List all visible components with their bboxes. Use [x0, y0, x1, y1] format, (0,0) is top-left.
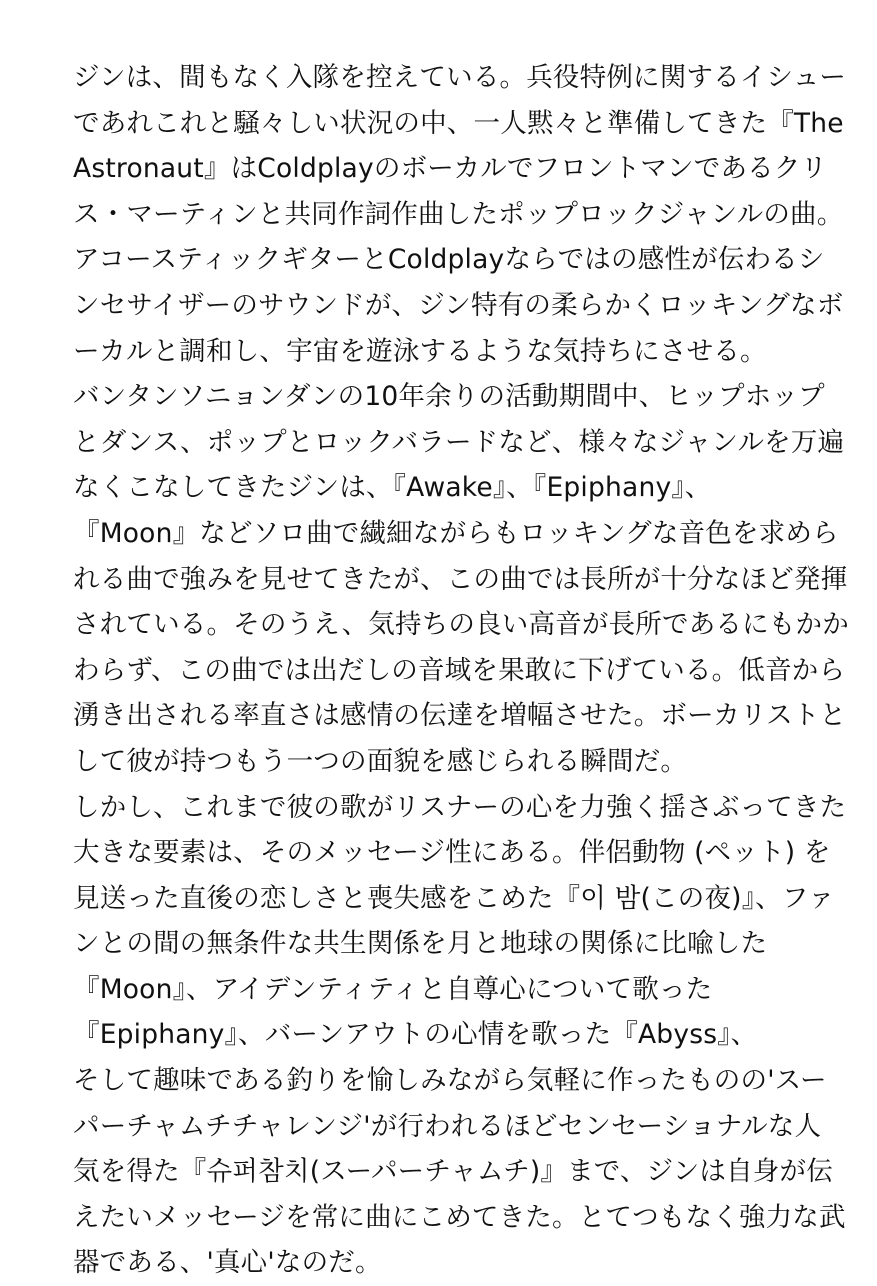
- text-line: バンタンソニョンダンの10年余りの活動期間中、ヒップホップ: [73, 381, 825, 413]
- text-line: なくこなしてきたジンは、『Awake』、『Epiphany』、: [73, 472, 712, 504]
- text-line: ーカルと調和し、宇宙を遊泳するような気持ちにさせる。: [73, 335, 767, 367]
- text-line: 見送った直後の恋しさと喪失感をこめた『이 밤(この夜)』、ファ: [73, 882, 835, 914]
- text-line: ジンは、間もなく入隊を控えている。兵役特例に関するイシュー: [73, 62, 847, 93]
- text-line: されている。そのうえ、気持ちの良い高音が長所であるにもかか: [73, 609, 849, 641]
- text-line: わらず、この曲では出だしの音域を果敢に下げている。低音から: [73, 654, 846, 686]
- text-line: 湧き出される率直さは感情の伝達を増幅させた。ボーカリストと: [73, 700, 847, 732]
- article-body: [73, 55, 849, 1286]
- text-line: アコースティックギターとColdplayならではの感性が伝わるシ: [73, 244, 825, 276]
- text-line: ス・マーティンと共同作詞作曲したポップロックジャンルの曲。: [73, 198, 844, 230]
- text-line: であれこれと騒々しい状況の中、一人黙々と準備してきた『The: [73, 107, 844, 139]
- text-line: れる曲で強みを見せてきたが、この曲では長所が十分なほど発揮: [73, 563, 848, 595]
- text-line: しかし、これまで彼の歌がリスナーの心を力強く揺さぶってきた: [73, 791, 847, 823]
- text-line: 『Epiphany』、バーンアウトの心情を歌った『Abyss』、: [73, 1019, 758, 1051]
- text-line: 気を得た『슈퍼참치(スーパーチャムチ)』まで、ジンは自身が伝: [73, 1156, 833, 1188]
- text-line: えたいメッセージを常に曲にこめてきた。とてつもなく強力な武: [73, 1201, 846, 1233]
- text-line: して彼が持つもう一つの面貌を感じられる瞬間だ。: [73, 745, 688, 777]
- text-line: 『Moon』、アイデンティティと自尊心について歌った: [73, 973, 713, 1005]
- text-line: 『Moon』などソロ曲で繊細ながらもロッキングな音色を求めら: [73, 517, 839, 549]
- text-line: とダンス、ポップとロックバラードなど、様々なジャンルを万遍: [73, 426, 845, 458]
- text-line: ンとの間の無条件な共生関係を月と地球の関係に比喩した: [73, 928, 768, 960]
- text-line: 大きな要素は、そのメッセージ性にある。伴侶動物 (ペット) を: [73, 837, 831, 869]
- text-line: Astronaut』はColdplayのボーカルでフロントマンであるクリ: [73, 153, 828, 185]
- text-line: パーチャムチチャレンジ'が行われるほどセンセーショナルな人: [73, 1110, 822, 1142]
- text-line: そして趣味である釣りを愉しみながら気軽に作ったものの'スー: [73, 1065, 827, 1097]
- text-line: 器である、'真心'なのだ。: [73, 1247, 382, 1279]
- text-line: ンセサイザーのサウンドが、ジン特有の柔らかくロッキングなボ: [73, 289, 844, 321]
